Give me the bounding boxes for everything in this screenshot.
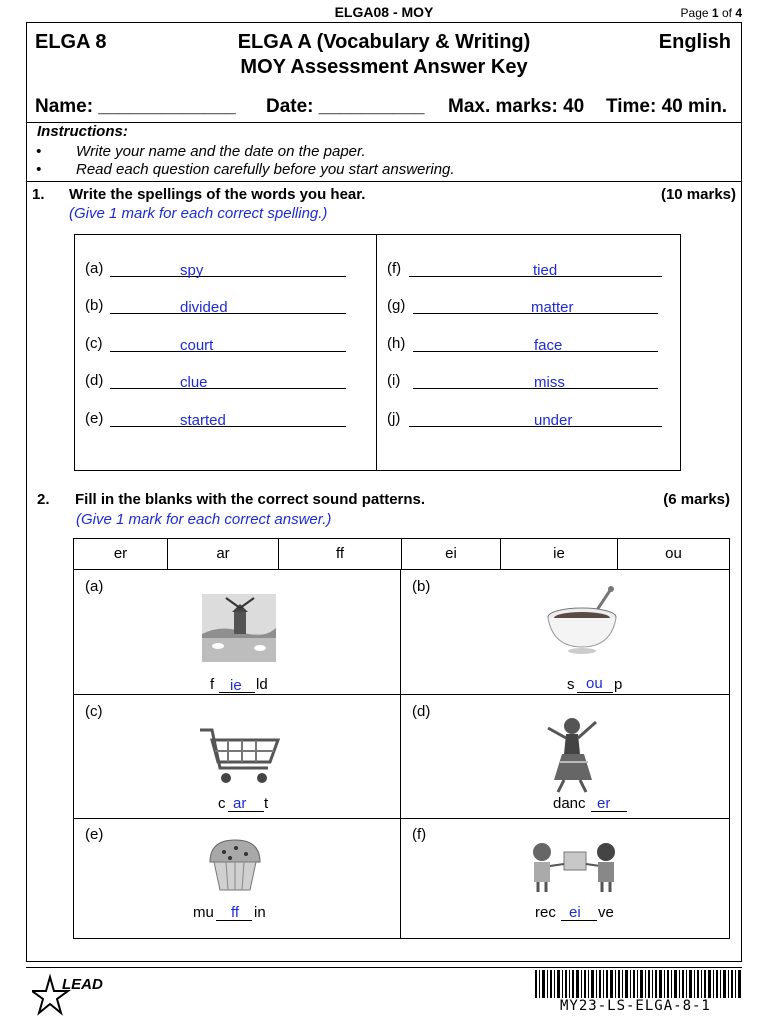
time-limit: Time: 40 min. [606,96,728,117]
spelling-label: (b) [85,297,104,314]
pattern-cell: er [74,539,168,569]
question-marks: (10 marks) [660,186,736,203]
cart-image [198,722,284,788]
picture-label: (c) [85,703,103,720]
pattern-cell: ff [279,539,402,569]
picture-label: (a) [85,578,104,595]
spelling-answer: court [180,337,214,354]
word-pre: s [567,676,575,693]
sound-pattern-row [73,538,730,570]
spelling-answer: tied [533,262,558,279]
word-pre: rec [535,904,556,921]
divider [26,967,742,968]
spelling-label: (j) [387,410,401,427]
divider [400,569,401,939]
pattern-cell: ar [168,539,279,569]
word-pre: f [210,676,215,693]
divider [73,818,730,819]
spelling-answer: matter [531,299,574,316]
spelling-answer: clue [180,374,208,391]
spelling-answer: started [180,412,226,429]
question-number: 1. [32,186,45,203]
subject-title: English [658,31,731,53]
divider [376,234,377,471]
barcode-text: MY23-LS-ELGA-8-1 [560,998,711,1014]
muffin-image [206,838,264,892]
word-pre: c [218,795,226,812]
spelling-label: (g) [387,297,406,314]
word-post: t [264,795,269,812]
dancer-image [538,712,610,794]
page-number: Page 1 of 4 [680,6,742,20]
spelling-label: (f) [387,260,402,277]
marking-note: (Give 1 mark for each correct spelling.) [69,205,328,222]
soup-image [545,585,619,655]
pattern-cell: ei [402,539,501,569]
word-pre: danc [553,795,586,812]
answer-line [110,426,346,427]
answer-line [110,313,346,314]
lead-logo [32,971,112,1017]
word-post: ld [256,676,268,693]
answer-line [110,276,346,277]
max-marks: Max. marks: 40 [448,96,585,117]
date-field: Date: __________ [266,96,425,117]
spelling-label: (a) [85,260,104,277]
divider [26,181,742,182]
spelling-label: (h) [387,335,406,352]
page-subtitle: MOY Assessment Answer Key [240,56,528,78]
receive-image [528,838,620,894]
marking-note: (Give 1 mark for each correct answer.) [76,511,332,528]
spelling-label: (c) [85,335,103,352]
spelling-label: (i) [387,372,401,389]
word-post: in [254,904,266,921]
page-title: ELGA A (Vocabulary & Writing) [237,31,531,53]
answer-line [577,692,613,693]
sound-answer: ou [586,675,603,692]
picture-label: (d) [412,703,431,720]
word-post: p [614,676,623,693]
grade-title: ELGA 8 [35,31,107,53]
answer-line [110,351,346,352]
answer-line [110,388,346,389]
spelling-answer: spy [180,262,204,279]
spelling-label: (d) [85,372,104,389]
divider [26,122,742,123]
question-text: Fill in the blanks with the correct sound patterns. [75,491,426,508]
sound-answer: ie [230,677,242,694]
field-image [202,594,276,662]
spelling-answer: face [534,337,563,354]
document-code: ELGA08 - MOY [334,4,434,20]
spelling-label: (e) [85,410,104,427]
spelling-answer-box [74,234,681,471]
picture-label: (e) [85,826,104,843]
picture-label: (b) [412,578,431,595]
sound-answer: ei [569,904,581,921]
question-number: 2. [37,491,50,508]
spelling-answer: under [534,412,573,429]
sound-answer: ff [231,904,240,921]
name-field: Name: _____________ [35,96,236,117]
sound-answer: er [597,795,611,812]
word-pre: mu [193,904,214,921]
spelling-answer: divided [180,299,228,316]
sound-answer: ar [233,795,247,812]
picture-label: (f) [412,826,427,843]
pattern-cell: ou [665,545,682,562]
word-post: ve [598,904,614,921]
barcode [535,970,743,998]
pattern-cell: ie [501,539,618,569]
picture-grid [73,569,730,939]
logo-text: LEAD [62,976,103,993]
question-text: Write the spellings of the words you hear. [69,186,366,203]
question-marks: (6 marks) [663,491,730,508]
spelling-answer: miss [534,374,565,391]
divider [73,694,730,695]
instructions-heading: Instructions: [37,123,128,140]
